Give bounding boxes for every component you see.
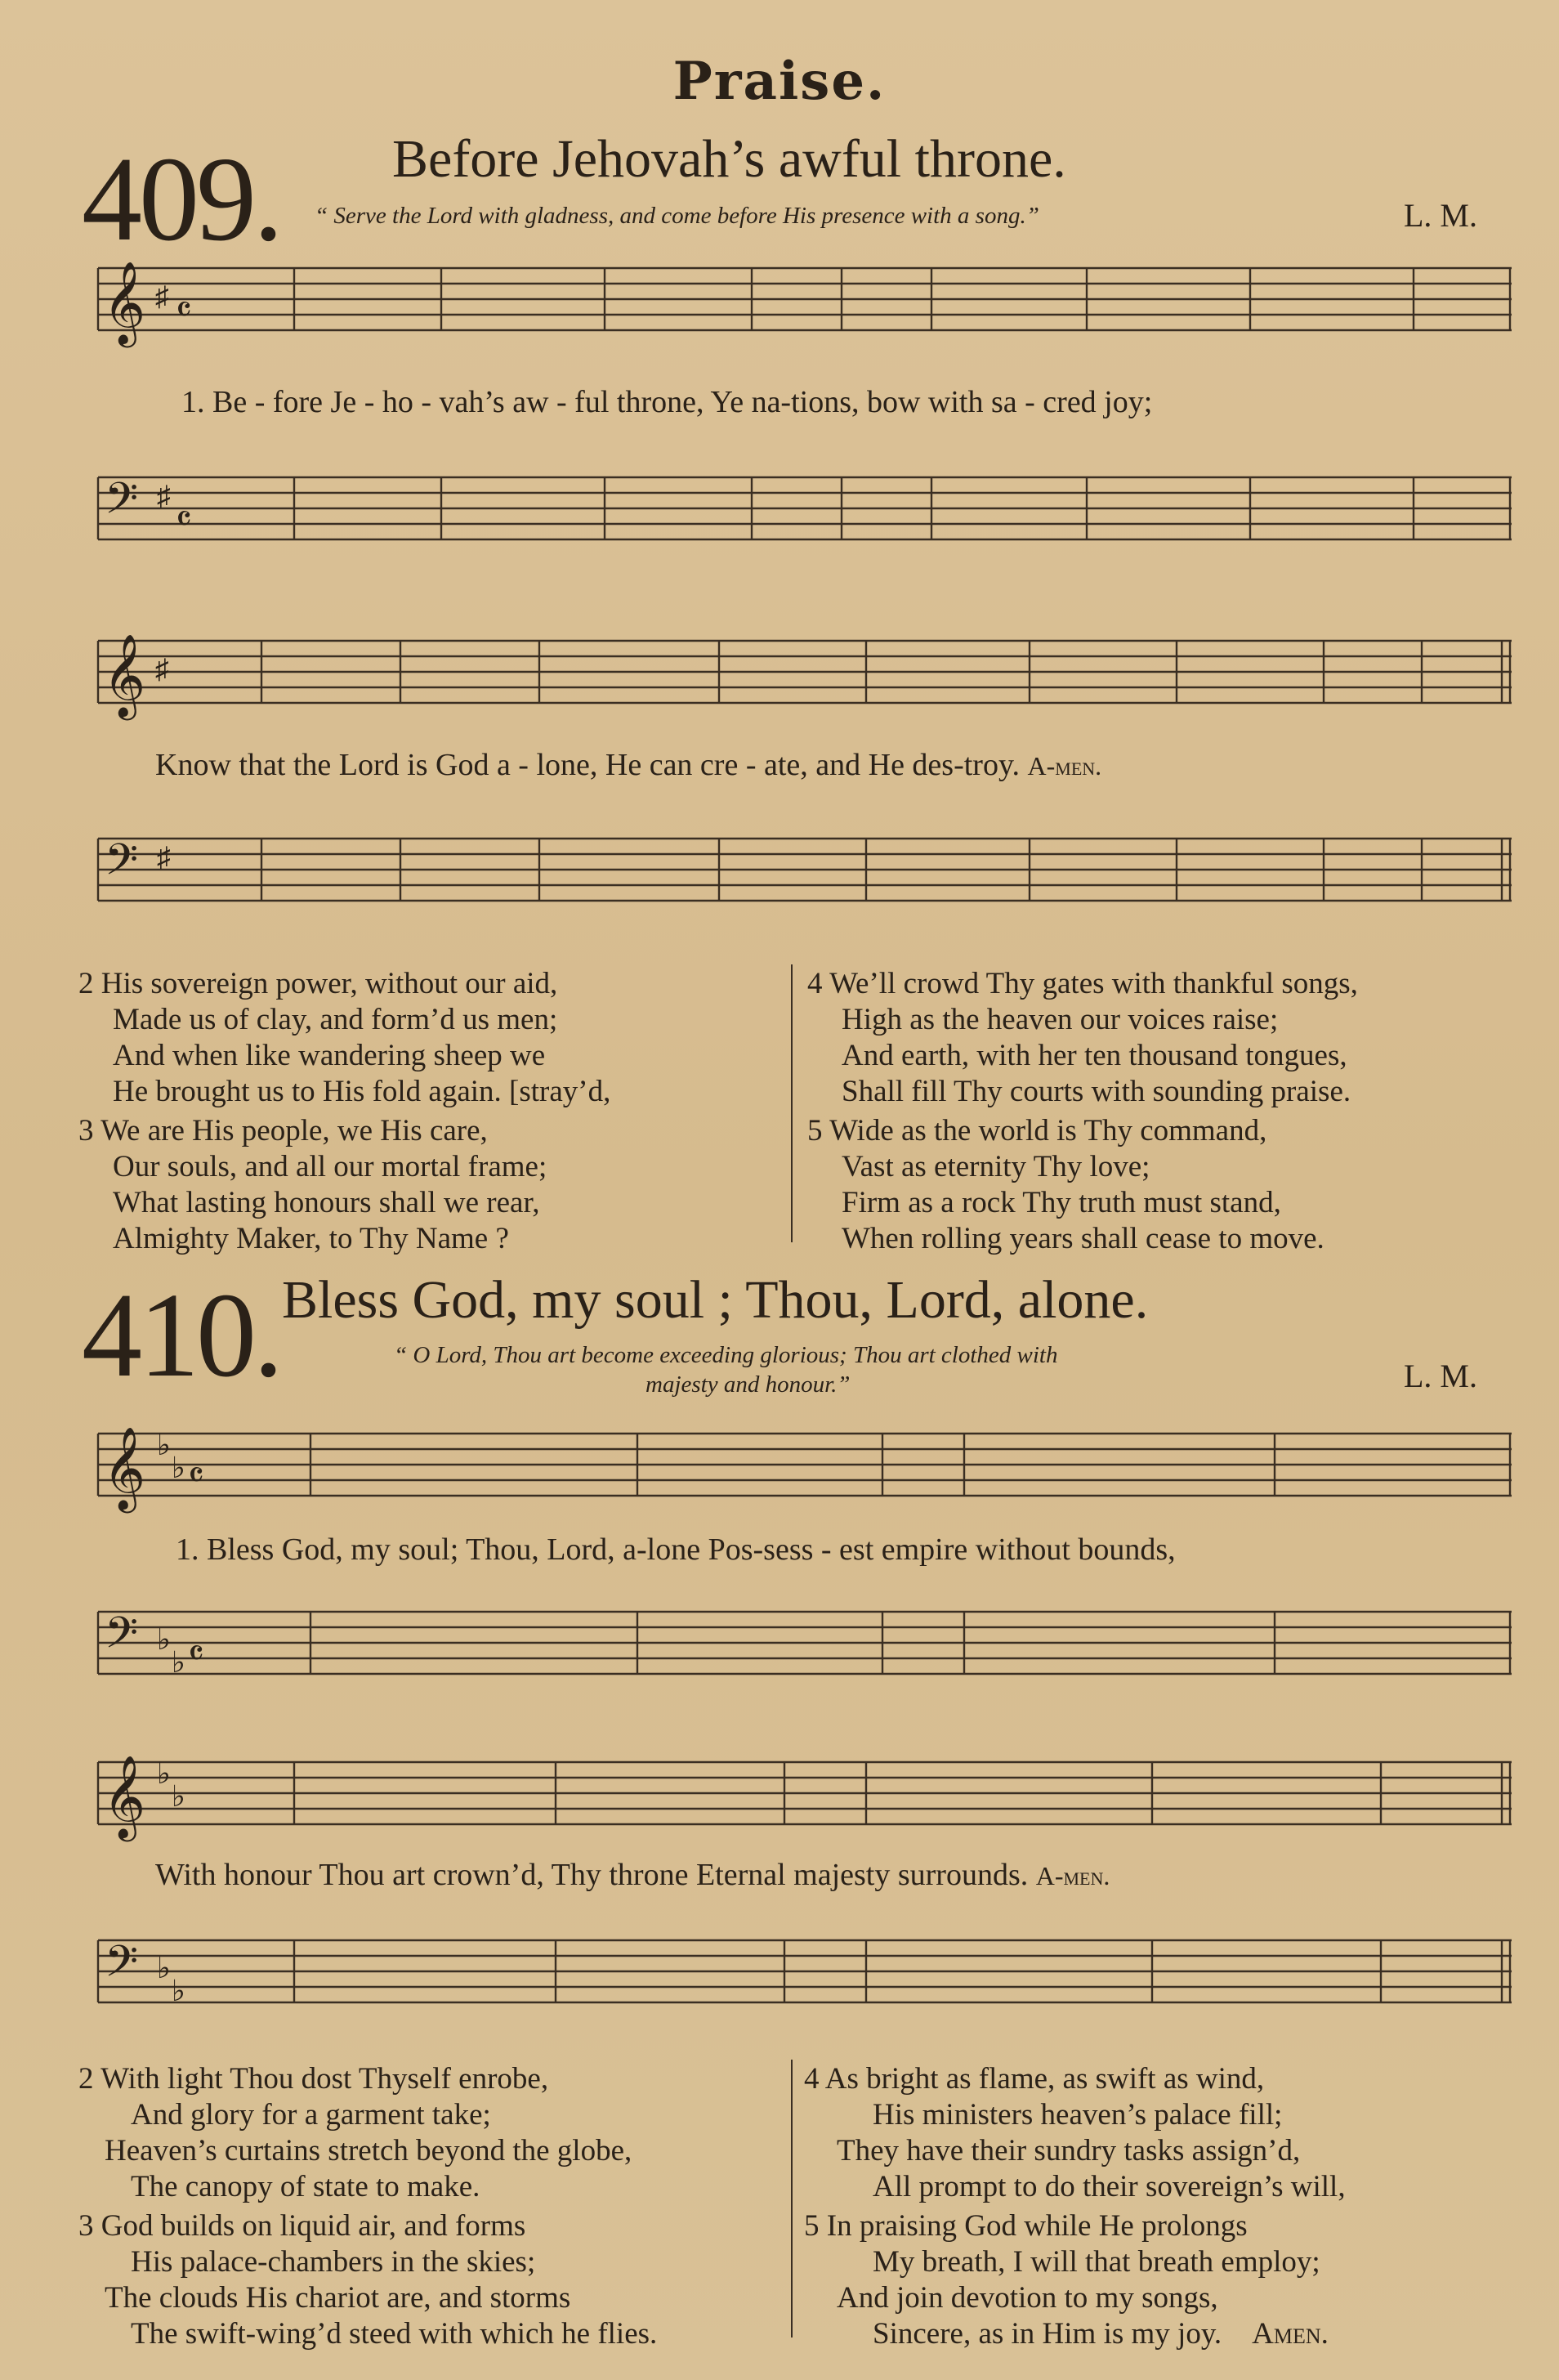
hymn-410-stanza-3 <box>78 2208 657 2352</box>
svg-text:♭: ♭ <box>157 1429 171 1461</box>
hymn-409-system-1-treble-staff <box>98 260 1512 344</box>
stanza-line: When rolling years shall cease to move. <box>842 1222 1324 1255</box>
hymn-410-meter: L. M. <box>1404 1358 1477 1394</box>
hymn-409-stanza-5 <box>807 1113 1324 1257</box>
stanza-line: Wide as the world is Thy command, <box>829 1114 1267 1148</box>
stanza-line: Made us of clay, and form’d us men; <box>113 1003 558 1036</box>
svg-text:♭: ♭ <box>157 1623 171 1656</box>
hymn-409-lyric-line-2-text: Know that the Lord is God a - lone, He can cre - ate, and He des-troy. <box>155 748 1020 782</box>
hymn-410-epigraph-line-1: “ O Lord, Thou art become exceeding glorious; Thou art clothed with <box>394 1342 1058 1368</box>
svg-text:♭: ♭ <box>157 1952 171 1984</box>
stanza-line: Heaven’s curtains stretch beyond the globe, <box>105 2134 632 2168</box>
stanza-number: 2 <box>78 2062 94 2096</box>
hymn-410-lyric-line-2 <box>155 1857 1110 1893</box>
hymn-410-column-divider <box>791 2060 793 2338</box>
stanza-number: 4 <box>807 967 823 1000</box>
svg-text:♭: ♭ <box>172 1452 185 1484</box>
hymn-410-title: Bless God, my soul ; Thou, Lord, alone. <box>282 1270 1149 1330</box>
svg-text:𝄴: 𝄴 <box>176 290 192 330</box>
hymn-410-system-1-bass-staff <box>98 1607 1512 1680</box>
stanza-number: 5 <box>807 1114 823 1148</box>
hymn-410-system-1-treble-staff <box>98 1425 1512 1510</box>
section-heading: Praise. <box>672 51 887 112</box>
hymn-410-lyric-line-2-text: With honour Thou art crown’d, Thy throne Eternal majesty surrounds. <box>155 1858 1029 1892</box>
svg-text:𝄢: 𝄢 <box>105 474 139 535</box>
svg-text:♯: ♯ <box>155 655 169 685</box>
hymn-410-system-2-bass-staff <box>98 1935 1512 2009</box>
hymn-409-system-2-bass-staff <box>98 834 1512 907</box>
stanza-line: All prompt to do their sovereign’s will, <box>873 2170 1346 2203</box>
hymn-409-column-divider <box>791 964 793 1242</box>
svg-text:𝄞: 𝄞 <box>103 1754 146 1838</box>
stanza-line: Almighty Maker, to Thy Name ? <box>113 1222 509 1255</box>
stanza-line: They have their sundry tasks assign’d, <box>837 2134 1301 2168</box>
stanza-number: 5 <box>804 2209 820 2243</box>
svg-text:𝄴: 𝄴 <box>188 1634 204 1674</box>
svg-text:𝄴: 𝄴 <box>176 499 192 539</box>
stanza-line: Our souls, and all our mortal frame; <box>113 1150 547 1183</box>
stanza-line: With light Thou dost Thyself enrobe, <box>101 2062 549 2096</box>
stanza-line: God builds on liquid air, and forms <box>101 2209 526 2243</box>
svg-text:♭: ♭ <box>172 1646 185 1679</box>
hymn-409-title: Before Jehovah’s awful throne. <box>392 129 1066 189</box>
hymn-410-epigraph-line-2: majesty and honour.” <box>645 1371 851 1398</box>
hymn-410-stanza-4 <box>804 2061 1346 2205</box>
stanza-line: Firm as a rock Thy truth must stand, <box>842 1186 1281 1219</box>
hymn-410-number: 410. <box>82 1268 280 1402</box>
hymn-409-stanza-4 <box>807 966 1358 1110</box>
stanza-line: Shall fill Thy courts with sounding praise. <box>842 1075 1351 1108</box>
hymn-409-system-1-bass-staff <box>98 472 1512 546</box>
stanza-line: His ministers heaven’s palace fill; <box>873 2098 1283 2132</box>
stanza-line: High as the heaven our voices raise; <box>842 1003 1279 1036</box>
hymn-409-lyric-line-1: 1. Be - fore Je - ho - vah’s aw - ful throne, Ye na-tions, bow with sa - cred joy; <box>181 385 1153 419</box>
stanza-number: 4 <box>804 2062 820 2096</box>
hymn-410-lyric-line-1: 1. Bless God, my soul; Thou, Lord, a-lone Pos-sess - est empire without bounds, <box>176 1532 1176 1567</box>
svg-text:𝄴: 𝄴 <box>188 1456 204 1496</box>
stanza-number: 3 <box>78 2209 94 2243</box>
svg-text:𝄢: 𝄢 <box>105 1937 139 1998</box>
stanza-line: The clouds His chariot are, and storms <box>105 2281 571 2315</box>
hymn-410-amen-label: A-men. <box>1035 1861 1110 1890</box>
stanza-line: And join devotion to my songs, <box>837 2281 1218 2315</box>
hymn-410-stanza-5 <box>804 2208 1329 2352</box>
svg-text:𝄞: 𝄞 <box>103 260 146 344</box>
stanza-line: The canopy of state to make. <box>131 2170 480 2203</box>
stanza-line: His sovereign power, without our aid, <box>101 967 558 1000</box>
svg-text:♯: ♯ <box>157 843 171 873</box>
stanza-line: And earth, with her ten thousand tongues, <box>842 1039 1347 1072</box>
stanza-line: What lasting honours shall we rear, <box>113 1186 540 1219</box>
hymn-409-meter: L. M. <box>1404 197 1477 234</box>
svg-text:♯: ♯ <box>157 481 171 512</box>
hymn-409-amen-label: A-men. <box>1027 751 1102 781</box>
hymn-409-epigraph: “ Serve the Lord with gladness, and come before His presence with a song.” <box>315 203 1039 229</box>
stanza-line: In praising God while He prolongs <box>826 2209 1248 2243</box>
hymn-409-lyric-line-2 <box>155 747 1101 783</box>
hymn-409-system-2-treble-staff <box>98 633 1512 717</box>
hymn-410-system-2-treble-staff <box>98 1754 1512 1838</box>
stanza-line: He brought us to His fold again. [stray’d, <box>113 1075 611 1108</box>
hymn-409-stanza-3 <box>78 1113 547 1257</box>
stanza-number: 2 <box>78 967 94 1000</box>
stanza-line: And when like wandering sheep we <box>113 1039 546 1072</box>
svg-text:♭: ♭ <box>157 1757 171 1790</box>
hymn-409-number: 409. <box>82 132 280 266</box>
svg-text:♭: ♭ <box>172 1975 185 2007</box>
svg-text:𝄢: 𝄢 <box>105 1608 139 1669</box>
stanza-line: We’ll crowd Thy gates with thankful songs, <box>829 967 1358 1000</box>
hymn-410-stanza-2 <box>78 2061 632 2205</box>
hymn-409-stanza-2 <box>78 966 610 1110</box>
stanza-line: We are His people, we His care, <box>101 1114 488 1148</box>
stanza-line: His palace-chambers in the skies; <box>131 2245 536 2279</box>
stanza-line: Sincere, as in Him is my joy. <box>873 2317 1222 2351</box>
svg-text:♭: ♭ <box>172 1780 185 1813</box>
stanza-line: As bright as flame, as swift as wind, <box>824 2062 1265 2096</box>
svg-text:♯: ♯ <box>155 282 169 312</box>
stanza-line: The swift-wing’d steed with which he flies. <box>131 2317 658 2351</box>
stanza-line: My breath, I will that breath employ; <box>873 2245 1320 2279</box>
svg-text:𝄞: 𝄞 <box>103 1425 146 1510</box>
svg-text:𝄢: 𝄢 <box>105 835 139 896</box>
stanza-number: 3 <box>78 1114 94 1148</box>
hymn-410-final-amen: Amen. <box>1252 2317 1329 2351</box>
stanza-line: Vast as eternity Thy love; <box>842 1150 1150 1183</box>
svg-text:𝄞: 𝄞 <box>103 633 146 717</box>
stanza-line: And glory for a garment take; <box>131 2098 491 2132</box>
